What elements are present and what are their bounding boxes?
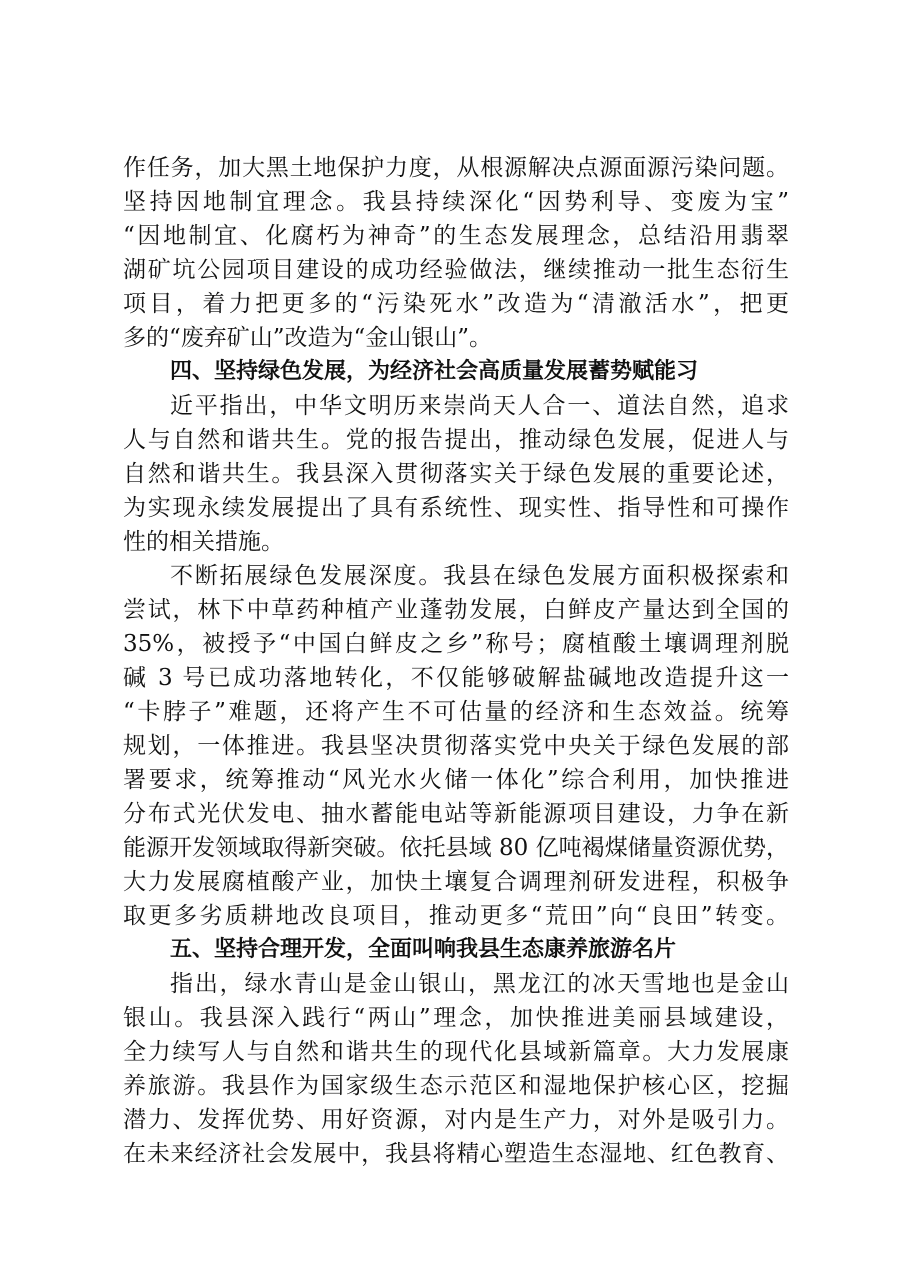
body-text-line: 35%，被授予“中国白鲜皮之乡”称号；腐植酸土壤调理剂脱 [123, 631, 789, 657]
body-text-line: 尝试，林下中草药种植产业蓬勃发展，白鲜皮产量达到全国的 [123, 597, 789, 623]
body-text-line: 为实现永续发展提出了具有系统性、现实性、指导性和可操作 [123, 495, 789, 521]
body-text-line: “因地制宜、化腐朽为神奇”的生态发展理念，总结沿用翡翠 [123, 223, 789, 249]
body-text-line: 不断拓展绿色发展深度。我县在绿色发展方面积极探索和 [170, 563, 789, 589]
body-text-line: 分布式光伏发电、抽水蓄能电站等新能源项目建设，力争在新 [123, 801, 789, 827]
body-text-line: 坚持因地制宜理念。我县持续深化“因势利导、变废为宝” [123, 189, 789, 215]
body-text-line: 指出，绿水青山是金山银山，黑龙江的冰天雪地也是金山 [170, 971, 789, 997]
section-heading-4: 四、坚持绿色发展，为经济社会高质量发展蓄势赋能习 [170, 359, 699, 384]
body-text-line: 湖矿坑公园项目建设的成功经验做法，继续推动一批生态衍生 [123, 257, 789, 283]
body-text-line: 取更多劣质耕地改良项目，推动更多“荒田”向“良田”转变。 [123, 903, 789, 929]
body-text-line: 作任务，加大黑土地保护力度，从根源解决点源面源污染问题。 [123, 155, 789, 181]
body-text-line: 在未来经济社会发展中，我县将精心塑造生态湿地、红色教育、 [123, 1141, 789, 1167]
body-text-line: 性的相关措施。 [123, 529, 284, 555]
body-text-line: 署要求，统筹推动“风光水火储一体化”综合利用，加快推进 [123, 767, 789, 793]
section-heading-5: 五、坚持合理开发，全面叫响我县生态康养旅游名片 [170, 937, 677, 962]
body-text-line: 项目，着力把更多的“污染死水”改造为“清澈活水”，把更 [123, 291, 789, 317]
body-text-line: 自然和谐共生。我县深入贯彻落实关于绿色发展的重要论述， [123, 461, 789, 487]
body-text-line: 养旅游。我县作为国家级生态示范区和湿地保护核心区，挖掘 [123, 1073, 789, 1099]
body-text-line: 多的“废弃矿山”改造为“金山银山”。 [123, 325, 493, 351]
body-text-line: 全力续写人与自然和谐共生的现代化县域新篇章。大力发展康 [123, 1039, 789, 1065]
body-text-line: 规划，一体推进。我县坚决贯彻落实党中央关于绿色发展的部 [123, 733, 789, 759]
body-text-line: “卡脖子”难题，还将产生不可估量的经济和生态效益。统筹 [123, 699, 789, 725]
body-text-line: 银山。我县深入践行“两山”理念，加快推进美丽县域建设， [123, 1005, 789, 1031]
body-text-line: 潜力、发挥优势、用好资源，对内是生产力，对外是吸引力。 [123, 1107, 789, 1133]
body-text-line: 人与自然和谐共生。党的报告提出，推动绿色发展，促进人与 [123, 427, 789, 453]
body-text-line: 碱 3 号已成功落地转化，不仅能够破解盐碱地改造提升这一 [123, 665, 789, 691]
body-text-line: 近平指出，中华文明历来崇尚天人合一、道法自然，追求 [170, 393, 789, 419]
body-text-line: 大力发展腐植酸产业，加快土壤复合调理剂研发进程，积极争 [123, 869, 789, 895]
body-text-line: 能源开发领域取得新突破。依托县域 80 亿吨褐煤储量资源优势， [123, 835, 789, 861]
